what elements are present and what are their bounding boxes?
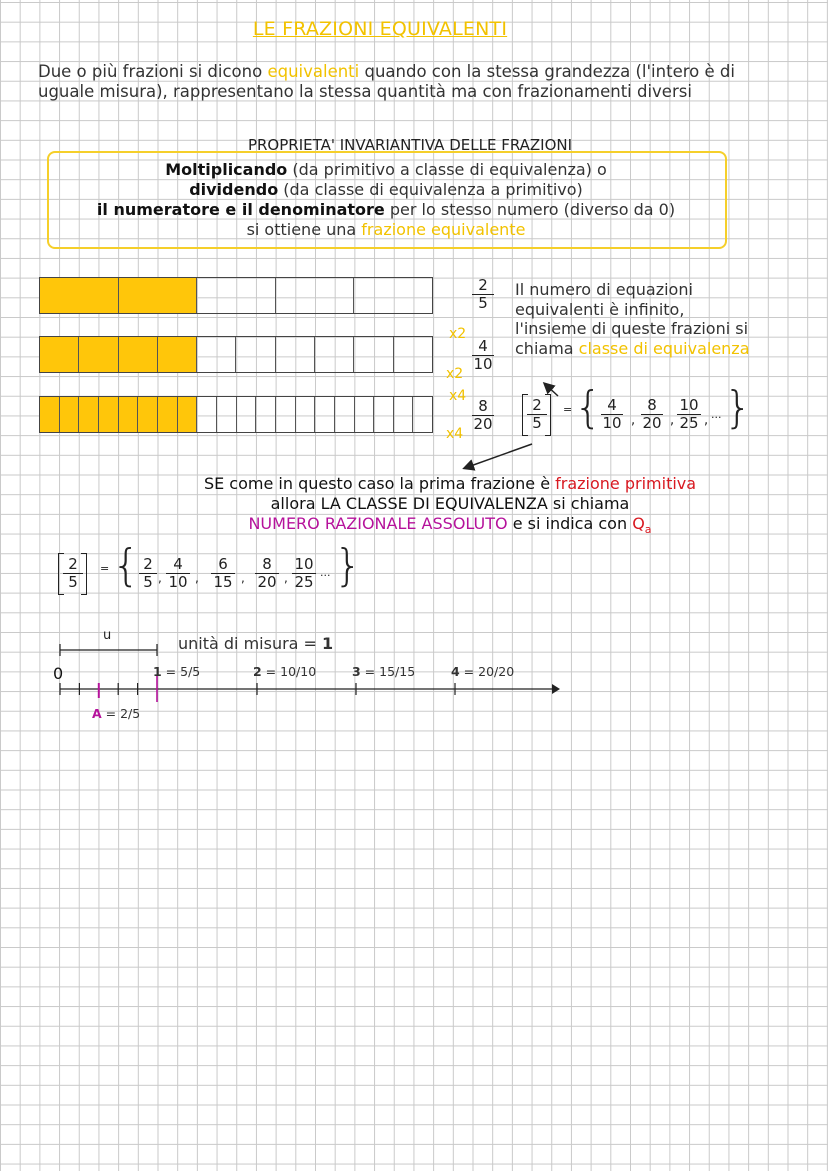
fraction-denominator: 20 (473, 415, 493, 433)
property-line-4-rest: si ottiene una (246, 220, 362, 239)
unit-label-text: unità di misura = (178, 634, 323, 653)
fraction-denominator: 20 (642, 414, 662, 432)
fraction-numerator: 4 (601, 397, 623, 415)
brace-open: { (574, 382, 602, 433)
fraction-numerator: 6 (211, 556, 235, 574)
brace-open: { (112, 540, 140, 591)
side-note-highlight: classe di equivalenza (578, 338, 750, 358)
equals-sign: = (100, 562, 110, 575)
point-a-name: A (92, 706, 102, 721)
fraction-numerator: 2 (527, 397, 547, 415)
primitive-fraction (527, 397, 547, 432)
separator: , (284, 571, 288, 585)
statement-primitive: frazione primitiva (555, 474, 697, 493)
separator: , (704, 413, 709, 428)
unit-label (178, 634, 333, 653)
q-subscript: a (644, 523, 652, 537)
class-item (139, 556, 157, 591)
fraction-numerator: 8 (641, 397, 663, 415)
ellipsis: ... (711, 408, 722, 421)
fraction-denominator: 5 (143, 573, 153, 591)
fraction-denominator: 5 (68, 573, 78, 591)
equals-sign: = (563, 403, 573, 416)
fraction-numerator: 4 (472, 338, 494, 356)
property-line-4-highlight: frazione equivalente (361, 220, 526, 239)
tick-label-rest: = 20/20 (459, 664, 515, 679)
fraction-denominator: 10 (168, 573, 188, 591)
statement-rational: NUMERO RAZIONALE ASSOLUTO (248, 514, 508, 533)
tick-label-rest: = 10/10 (261, 664, 317, 679)
fraction-numerator: 2 (63, 556, 83, 574)
page-title: LE FRAZIONI EQUIVALENTI (252, 18, 508, 40)
property-line-3-bold: il numeratore e il denominatore (96, 200, 385, 219)
tick-label (253, 664, 316, 679)
primitive-fraction (63, 556, 83, 591)
property-line-1-bold: Moltiplicando (165, 160, 288, 179)
fraction-numerator: 4 (166, 556, 190, 574)
fraction-denominator: 5 (532, 414, 542, 432)
fraction-denominator: 10 (473, 355, 493, 373)
brace-close: } (724, 382, 752, 433)
fraction-denominator: 10 (602, 414, 622, 432)
fraction-numerator: 2 (139, 556, 157, 574)
fraction-denominator: 5 (478, 294, 488, 312)
fraction-numerator: 2 (472, 277, 494, 295)
fraction-denominator: 25 (294, 573, 314, 591)
q-symbol: Q (632, 514, 645, 533)
tick-label-main: 4 (451, 664, 460, 679)
statement-line-3 (0, 514, 828, 540)
tick-label-rest: = 5/5 (161, 664, 201, 679)
fraction-numerator: 10 (677, 397, 701, 415)
separator: , (241, 571, 245, 585)
fraction-numerator: 10 (292, 556, 316, 574)
tick-label (352, 664, 415, 679)
tick-label-main: 2 (253, 664, 262, 679)
statement-block (0, 474, 828, 540)
ellipsis: ... (320, 566, 331, 579)
fraction-denominator: 15 (213, 573, 233, 591)
separator: , (195, 571, 199, 585)
fraction-numerator: 8 (472, 398, 494, 416)
tick-label-main: 3 (352, 664, 361, 679)
separator: , (158, 571, 162, 585)
side-note-text: Il numero di equazioni equivalenti è infinito, l'insieme di queste frazioni si chiama (515, 280, 749, 358)
point-a-label (92, 706, 140, 721)
statement-text: e si indica con (507, 514, 633, 533)
class-item (641, 397, 663, 432)
class-item (255, 556, 279, 591)
point-a-value: = 2/5 (101, 706, 141, 721)
fraction-denominator: 25 (679, 414, 699, 432)
tick-label (451, 664, 514, 679)
statement-line-2: allora LA CLASSE DI EQUIVALENZA si chiama (270, 494, 630, 513)
class-item (292, 556, 316, 591)
class-item (211, 556, 235, 591)
property-line-2-bold: dividendo (189, 180, 279, 199)
fraction-numerator: 8 (255, 556, 279, 574)
property-line-3-rest: per lo stesso numero (diverso da 0) (384, 200, 676, 219)
multiplier-label: x4 (449, 388, 467, 404)
separator: , (670, 413, 675, 428)
multiplier-label: x2 (446, 366, 464, 382)
fraction-denominator: 20 (257, 573, 277, 591)
intro-text: Due o più frazioni si dicono (38, 62, 268, 81)
brace-close: } (334, 540, 362, 591)
intro-keyword: equivalenti (267, 62, 360, 81)
axis-arrowhead (552, 684, 560, 694)
zero-label: 0 (53, 664, 64, 683)
property-heading: PROPRIETA' INVARIANTIVA DELLE FRAZIONI (247, 136, 573, 154)
tick-label-main: 1 (153, 664, 162, 679)
unit-symbol: u (103, 628, 112, 643)
tick-label-rest: = 15/15 (360, 664, 416, 679)
multiplier-label: x4 (446, 426, 464, 442)
statement-line-1 (0, 474, 828, 494)
tick-label (153, 664, 200, 679)
class-item (677, 397, 701, 432)
unit-value: 1 (322, 634, 334, 653)
class-item (166, 556, 190, 591)
separator: , (631, 413, 636, 428)
multiplier-label: x2 (449, 326, 467, 342)
arrow-to-statement (465, 444, 532, 468)
intro-text-rest: quando con la stessa grandezza (l'intero è di uguale misura), rappresentano la stessa quantità ma con frazionamenti diversi (38, 62, 735, 101)
property-line-2-rest: (da classe di equivalenza a primitivo) (278, 180, 583, 199)
class-item (601, 397, 623, 432)
statement-text: SE come in questo caso la prima frazione è (203, 474, 556, 493)
property-line-1-rest: (da primitivo a classe di equivalenza) o (287, 160, 607, 179)
